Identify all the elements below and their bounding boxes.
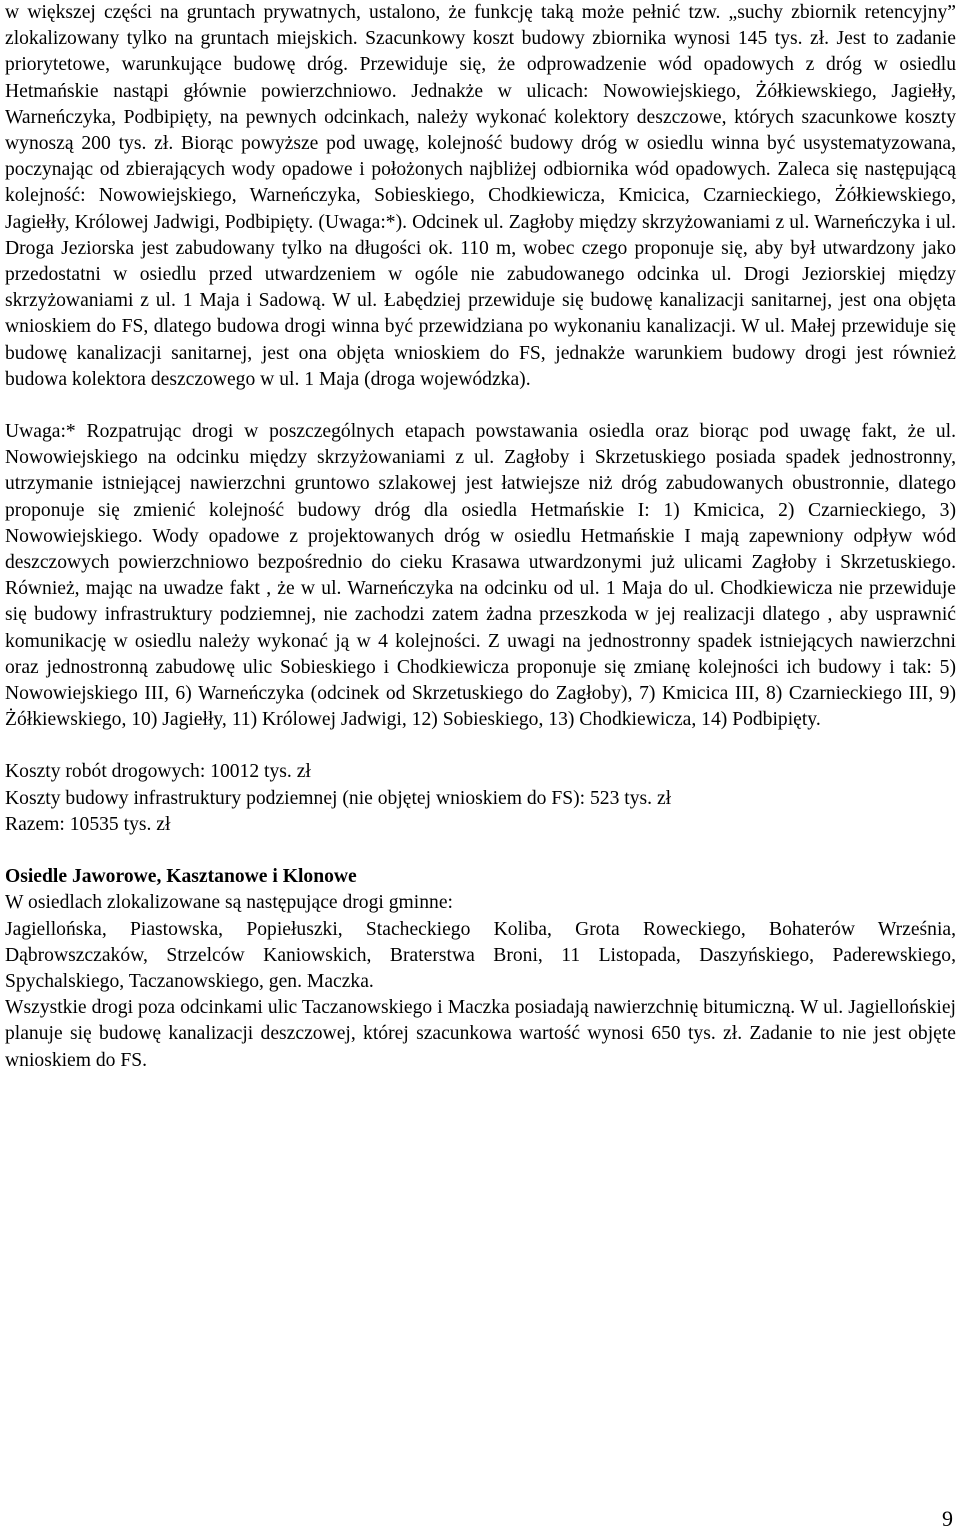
spacer (5, 393, 956, 419)
paragraph-drainage: w większej części na gruntach prywatnych, ustalono, że funkcję taką może pełnić tzw. „suchy zbiornik retencyjny” zlokalizowany tylko na gruntach miejskich. Szacunkowy koszt budowy zbiornika wynosi 145 tys. zł. Jest to zadanie priorytetowe, warunkujące budowę dróg. Przewiduje się, że odprowadzenie wód opadowych z dróg w osiedlu Hetmańskie nastąpi głównie powierzchniowo. Jednakże w ulicach: Nowowiejskiego, Żółkiewskiego, Jagiełły, Warneńczyka, Podbipięty, na pewnych odcinkach, należy wykonać kolektory deszczowe, których szacunkowe koszty wynoszą 200 tys. zł. Biorąc powyższe pod uwagę, kolejność budowy dróg w osiedlu winna być usystematyzowana, poczynając od zbierających wody opadowe i położonych najbliżej odbiornika wód opadowych. Zaleca się następującą kolejność: Nowowiejskiego, Warneńczyka, Sobieskiego, Chodkiewicza, Kmicica, Czarnieckiego, Żółkiewskiego, Jagiełły, Królowej Jadwigi, Podbipięty. (Uwaga:*). Odcinek ul. Zagłoby między skrzyżowaniami z ul. Warneńczyka i ul. Droga Jeziorska jest zabudowany tylko na długości ok. 110 m, wobec czego proponuje się, aby był utwardzony jako przedostatni w osiedlu przed utwardzeniem w ogóle nie zabudowanego odcinka ul. Drogi Jeziorskiej między skrzyżowaniami z ul. 1 Maja i Sadową. W ul. Łabędziej przewiduje się budowę kanalizacji sanitarnej, jest ona objęta wnioskiem do FS, dlatego budowa drogi winna być przewidziana po wykonaniu kanalizacji. W ul. Małej przewiduje się budowę kanalizacji sanitarnej, jest ona objęta wnioskiem do FS, jednakże warunkiem budowy drogi jest również budowa kolektora deszczowego w ul. 1 Maja (droga wojewódzka). (5, 2, 956, 390)
document-page (5, 0, 956, 1074)
cost-total: Razem: 10535 tys. zł (5, 813, 171, 835)
cost-infrastructure: Koszty budowy infrastruktury podziemnej (nie objętej wnioskiem do FS): 523 tys. zł (5, 787, 672, 809)
cost-roads: Koszty robót drogowych: 10012 tys. zł (5, 761, 311, 783)
paragraph-final: Wszystkie drogi poza odcinkami ulic Taczanowskiego i Maczka posiadają nawierzchnię bitumiczną. W ul. Jagiellońskiej planuje się budowę kanalizacji deszczowej, której szacunkowa wartość wynosi 650 tys. zł. Zadanie to nie jest objęte wnioskiem do FS. (5, 997, 956, 1071)
section-intro: W osiedlach zlokalizowane są następujące drogi gminne: (5, 892, 453, 914)
page-number: 9 (942, 1506, 953, 1531)
costs-block (5, 759, 956, 838)
roads-list: Jagiellońska, Piastowska, Popiełuszki, Stacheckiego Koliba, Grota Roweckiego, Bohaterów Września, Dąbrowszczaków, Strzelców Kaniowskich, Braterstwa Broni, 11 Listopada, Daszyńskiego, Paderewskiego, Spychalskiego, Taczanowskiego, gen. Maczka. (5, 918, 956, 992)
spacer (5, 733, 956, 759)
paragraph-note: Uwaga:* Rozpatrując drogi w poszczególnych etapach powstawania osiedla oraz biorąc pod uwagę fakt, że ul. Nowowiejskiego na odcinku między skrzyżowaniami z ul. Zagłoby i Skrzetuskiego posiada spadek jednostronny, utrzymanie istniejącej nawierzchni gruntowo szlakowej jest łatwiejsze niż dróg zabudowanych obustronnie, dlatego proponuje się zmienić kolejność budowy dróg dla osiedla Hetmańskie I: 1) Kmicica, 2) Czarnieckiego, 3) Nowowiejskiego. Wody opadowe z projektowanych dróg w osiedlu Hetmańskie I mają zapewniony odpływ wód deszczowych powierzchniowo bezpośrednio do cieku Krasawa utwardzonymi już ulicami Zagłoby i Skrzetuskiego. Również, mając na uwadze fakt , że w ul. Warneńczyka na odcinku od ul. 1 Maja do ul. Chodkiewicza nie przewiduje się budowy infrastruktury podziemnej, nie zachodzi zatem żadna przeszkoda w jej realizacji dlatego , aby usprawnić komunikację w osiedlu należy wykonać ją w 4 kolejności. Z uwagi na jednostronny spadek istniejących nawierzchni oraz jednostronną zabudowę ulic Sobieskiego i Chodkiewicza proponuje się zmianę kolejności ich budowy i tak: 5) Nowowiejskiego III, 6) Warneńczyka (odcinek od Skrzetuskiego do Zagłoby), 7) Kmicica III, 8) Czarnieckiego III, 9) Żółkiewskiego, 10) Jagiełły, 11) Królowej Jadwigi, 12) Sobieskiego, 13) Chodkiewicza, 14) Podbipięty. (5, 421, 956, 731)
section-heading: Osiedle Jaworowe, Kasztanowe i Klonowe (5, 866, 357, 888)
spacer (5, 838, 956, 864)
